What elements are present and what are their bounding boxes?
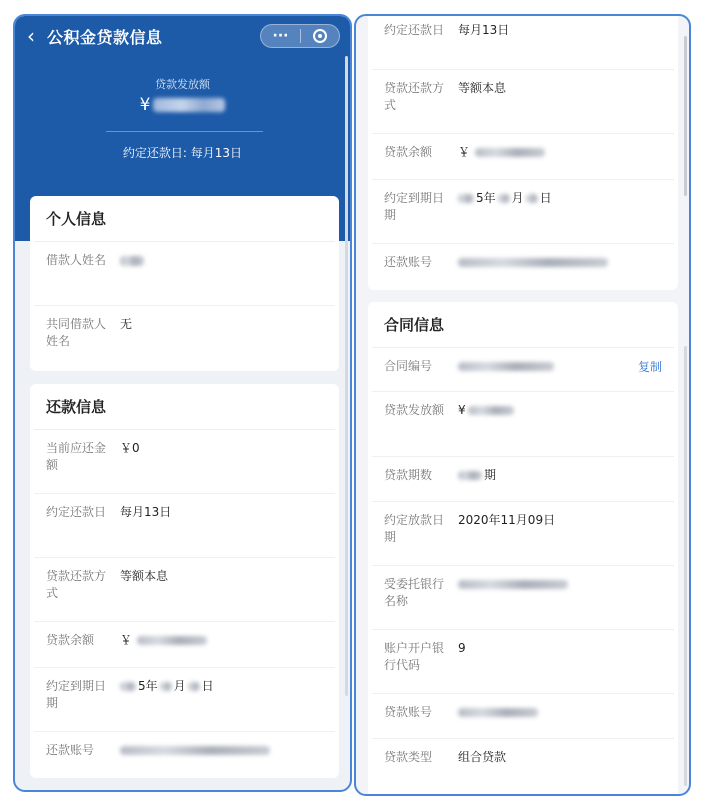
row-label: 贷款还款方式 bbox=[384, 81, 445, 112]
info-row bbox=[34, 494, 335, 558]
info-row bbox=[372, 180, 674, 244]
masked-day bbox=[188, 682, 200, 691]
contract-info-title: 合同信息 bbox=[372, 302, 674, 348]
year-suffix: 5年 bbox=[476, 191, 496, 205]
info-row bbox=[372, 70, 674, 134]
masked-amount bbox=[153, 98, 225, 112]
nav-bar bbox=[27, 24, 340, 48]
target-icon bbox=[313, 29, 327, 43]
info-row bbox=[372, 502, 674, 566]
row-value bbox=[444, 358, 658, 381]
info-row bbox=[34, 622, 335, 668]
row-label: 当前应还金额 bbox=[46, 441, 107, 472]
info-row bbox=[34, 242, 335, 306]
info-row bbox=[372, 348, 674, 392]
masked-year bbox=[458, 194, 474, 203]
currency-symbol: ¥ bbox=[139, 95, 151, 115]
row-value bbox=[444, 402, 658, 446]
row-label: 约定到期日期 bbox=[384, 191, 445, 222]
row-label: 贷款期数 bbox=[384, 468, 433, 482]
row-label: 贷款余额 bbox=[46, 633, 95, 647]
row-value bbox=[444, 144, 658, 169]
row-label: 还款账号 bbox=[384, 255, 433, 269]
day-suffix: 日 bbox=[201, 679, 214, 693]
row-value bbox=[106, 678, 319, 721]
row-value: 等额本息 bbox=[120, 569, 169, 583]
repay-info-title: 还款信息 bbox=[34, 384, 335, 430]
info-row bbox=[372, 566, 674, 630]
masked-account bbox=[120, 746, 270, 755]
row-value bbox=[444, 467, 658, 491]
row-label: 还款账号 bbox=[46, 743, 95, 757]
personal-info-title: 个人信息 bbox=[34, 196, 335, 242]
row-value: 无 bbox=[120, 317, 133, 331]
more-icon[interactable]: ··· bbox=[272, 28, 289, 44]
info-row bbox=[372, 14, 674, 70]
row-value bbox=[106, 742, 319, 766]
row-label: 贷款发放额 bbox=[384, 403, 445, 417]
month-suffix: 月 bbox=[173, 679, 186, 693]
miniapp-capsule bbox=[260, 24, 340, 48]
currency-symbol: ￥ bbox=[458, 145, 471, 159]
info-row bbox=[372, 739, 674, 784]
row-label: 共同借款人姓名 bbox=[46, 317, 107, 348]
currency-symbol: ¥ bbox=[458, 403, 466, 417]
day-suffix: 日 bbox=[539, 191, 552, 205]
row-label: 受委托银行名称 bbox=[384, 577, 445, 608]
scrollbar-track bbox=[684, 346, 687, 786]
masked-month bbox=[160, 682, 172, 691]
term-suffix: 期 bbox=[484, 468, 497, 482]
row-value bbox=[106, 252, 319, 295]
loan-amount-label: 贷款发放额 bbox=[155, 78, 210, 91]
row-label: 约定还款日 bbox=[384, 23, 445, 37]
row-value: 等额本息 bbox=[458, 81, 507, 95]
masked-amount bbox=[468, 406, 514, 415]
month-suffix: 月 bbox=[511, 191, 524, 205]
row-label: 贷款还款方式 bbox=[46, 569, 107, 600]
masked-account bbox=[458, 258, 608, 267]
info-row bbox=[372, 244, 674, 290]
row-label: 贷款余额 bbox=[384, 145, 433, 159]
page-title: 公积金贷款信息 bbox=[47, 27, 163, 47]
row-value: 2020年11月09日 bbox=[458, 513, 556, 527]
year-suffix: 5年 bbox=[138, 679, 158, 693]
scrollbar[interactable] bbox=[684, 36, 687, 196]
masked-loan-account bbox=[458, 708, 538, 717]
row-value bbox=[444, 576, 658, 619]
row-label: 约定放款日期 bbox=[384, 513, 445, 544]
masked-year bbox=[120, 682, 136, 691]
right-phone-screen bbox=[354, 14, 691, 796]
personal-info-card bbox=[30, 196, 339, 371]
due-date-summary: 约定还款日: 每月13日 bbox=[122, 146, 243, 160]
row-value bbox=[444, 190, 658, 233]
masked-bank-name bbox=[458, 580, 568, 589]
repay-info-card bbox=[30, 384, 339, 778]
info-row bbox=[34, 306, 335, 370]
close-miniapp-button[interactable] bbox=[301, 29, 339, 43]
contract-info-card bbox=[368, 302, 678, 796]
row-value: 9 bbox=[458, 641, 466, 655]
copy-button[interactable]: 复制 bbox=[637, 360, 662, 374]
loan-amount-value bbox=[15, 95, 350, 115]
row-value: 每月13日 bbox=[120, 505, 172, 519]
row-value bbox=[444, 704, 658, 728]
row-label: 贷款账号 bbox=[384, 705, 433, 719]
row-label: 借款人姓名 bbox=[46, 253, 107, 267]
masked-month bbox=[498, 194, 510, 203]
masked-contract-number bbox=[458, 362, 554, 371]
info-row bbox=[34, 668, 335, 732]
masked-name bbox=[120, 256, 144, 266]
info-row bbox=[372, 630, 674, 694]
info-row bbox=[372, 392, 674, 457]
left-phone-screen bbox=[13, 14, 352, 792]
row-label: 贷款类型 bbox=[384, 750, 433, 764]
info-row bbox=[372, 694, 674, 739]
currency-symbol: ￥ bbox=[120, 633, 133, 647]
masked-balance bbox=[475, 148, 545, 157]
masked-day bbox=[526, 194, 538, 203]
info-row bbox=[372, 134, 674, 180]
row-value: ￥0 bbox=[120, 441, 140, 455]
scrollbar[interactable] bbox=[345, 56, 348, 696]
row-label: 约定到期日期 bbox=[46, 679, 107, 710]
masked-term bbox=[458, 471, 482, 480]
row-value: 每月13日 bbox=[458, 23, 510, 37]
info-row bbox=[34, 430, 335, 494]
row-label: 约定还款日 bbox=[46, 505, 107, 519]
header-divider bbox=[106, 131, 263, 132]
masked-balance bbox=[137, 636, 207, 645]
info-row bbox=[372, 457, 674, 502]
back-icon[interactable]: ‹ bbox=[27, 24, 35, 48]
row-value bbox=[444, 254, 658, 280]
info-row bbox=[34, 558, 335, 622]
row-value bbox=[106, 632, 319, 657]
row-label: 合同编号 bbox=[384, 359, 433, 373]
repay-info-card-scrolled bbox=[368, 14, 678, 290]
info-row bbox=[34, 732, 335, 776]
row-label: 账户开户银行代码 bbox=[384, 641, 445, 672]
row-value: 组合贷款 bbox=[458, 750, 507, 764]
